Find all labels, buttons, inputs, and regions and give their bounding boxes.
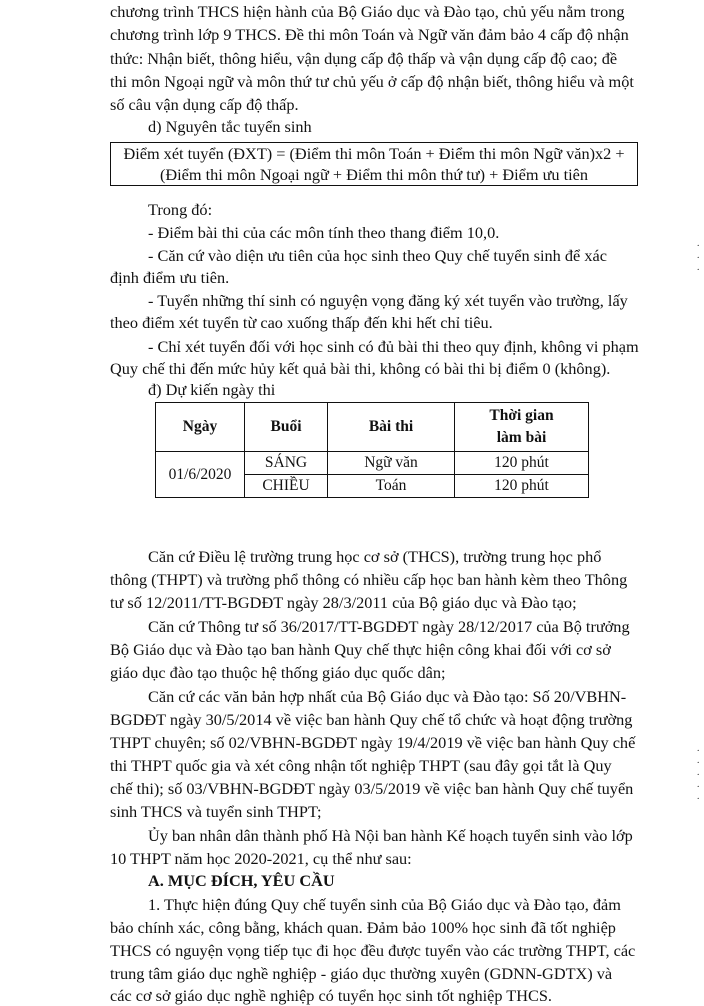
section-a-line: 1. Thực hiện đúng Quy chế tuyển sinh của Bộ Giáo dục và Đào tạo, đảm <box>148 895 621 914</box>
note-line: - Căn cứ vào diện ưu tiên của học sinh theo Quy chế tuyển sinh để xác <box>148 246 607 265</box>
legal-line: Căn cứ Điều lệ trường trung học cơ sở (THCS), trường trung học phổ <box>148 547 602 566</box>
section-a-line: THCS có nguyện vọng tiếp tục đi học đều được tuyển vào các trường THPT, các <box>110 941 636 960</box>
paragraph-line: chương trình lớp 9 THCS. Đề thi môn Toán và Ngữ văn đảm bảo 4 cấp độ nhận <box>110 25 629 44</box>
paragraph-line: thi môn Ngoại ngữ và môn thứ tư chủ yếu ở cấp độ nhận biết, thông hiểu và một <box>110 72 634 91</box>
header-session: Buổi <box>245 403 328 452</box>
section-a-title: A. MỤC ĐÍCH, YÊU CẦU <box>148 871 335 890</box>
section-a-line: bảo chính xác, công bằng, khách quan. Đảm bảo 100% học sinh đã tốt nghiệp <box>110 918 616 937</box>
scan-mark: · · · <box>696 240 700 276</box>
exam-date-cell: 01/6/2020 <box>156 452 245 498</box>
note-line: - Tuyển những thí sinh có nguyện vọng đăng ký xét tuyển vào trường, lấy <box>148 291 628 310</box>
legal-line: BGDĐT ngày 30/5/2014 về việc ban hành Quy chế tổ chức và hoạt động trường <box>110 710 633 729</box>
note-line: theo điểm xét tuyển từ cao xuống thấp đến khi hết chỉ tiêu. <box>110 313 493 332</box>
legal-line: THPT chuyên; số 02/VBHN-BGDĐT ngày 19/4/2019 về việc ban hành Quy chế <box>110 733 636 752</box>
formula-line-1: Điểm xét tuyển (ĐXT) = (Điểm thi môn Toán + Điểm thi môn Ngữ văn)x2 + <box>123 144 625 163</box>
legal-line: tư số 12/2011/TT-BGDĐT ngày 28/3/2011 của Bộ giáo dục và Đào tạo; <box>110 593 577 612</box>
table-header-row <box>156 403 589 452</box>
duration-cell: 120 phút <box>455 475 589 498</box>
legal-line: chế thi); số 03/VBHN-BGDĐT ngày 03/5/2019 về việc ban hành Quy chế tuyển <box>110 779 634 798</box>
legal-line: Căn cứ các văn bản hợp nhất của Bộ Giáo dục và Đào tạo: Số 20/VBHN- <box>148 687 627 706</box>
section-a-line: các cơ sở giáo dục nghề nghiệp có tuyển học sinh tốt nghiệp THCS. <box>110 986 552 1005</box>
subject-cell: Toán <box>328 475 455 498</box>
note-line: định điểm ưu tiên. <box>110 268 230 287</box>
legal-line: Ủy ban nhân dân thành phố Hà Nội ban hành Kế hoạch tuyển sinh vào lớp <box>148 826 633 845</box>
header-duration-line-2: làm bài <box>496 429 547 446</box>
subject-cell: Ngữ văn <box>328 452 455 475</box>
legal-line: giáo dục đào tạo thuộc hệ thống giáo dục quốc dân; <box>110 663 446 682</box>
legal-line: 10 THPT năm học 2020-2021, cụ thể như sau: <box>110 849 412 868</box>
table-row <box>156 452 589 475</box>
header-duration-line-1: Thời gian <box>489 407 554 424</box>
header-date: Ngày <box>156 403 245 452</box>
scan-mark: · · · · · <box>696 745 700 805</box>
section-a-line: trung tâm giáo dục nghề nghiệp - giáo dục thường xuyên (GDNN-GDTX) và <box>110 964 613 983</box>
exam-schedule-table <box>155 402 589 498</box>
paragraph-line: chương trình THCS hiện hành của Bộ Giáo dục và Đào tạo, chủ yếu nằm trong <box>110 2 625 21</box>
note-line: Quy chế thi đến mức hủy kết quả bài thi, không có bài thi bị điểm 0 (không). <box>110 359 611 378</box>
legal-line: thông (THPT) và trường phổ thông có nhiều cấp học ban hành kèm theo Thông <box>110 570 628 589</box>
session-cell: CHIỀU <box>245 475 328 498</box>
paragraph-line: thức: Nhận biết, thông hiểu, vận dụng cấp độ thấp và vận dụng cấp độ cao; đề <box>110 49 618 68</box>
header-duration <box>455 403 589 452</box>
duration-cell: 120 phút <box>455 452 589 475</box>
note-line: - Chỉ xét tuyển đối với học sinh có đủ bài thi theo quy định, không vi phạm <box>148 337 639 356</box>
paragraph-line: số câu vận dụng cấp độ thấp. <box>110 95 299 114</box>
notes-intro: Trong đó: <box>148 200 213 219</box>
header-subject: Bài thi <box>328 403 455 452</box>
legal-line: Căn cứ Thông tư số 36/2017/TT-BGDĐT ngày 28/12/2017 của Bộ trưởng <box>148 617 630 636</box>
legal-line: thi THPT quốc gia và xét công nhận tốt nghiệp THPT (sau đây gọi tắt là Quy <box>110 756 612 775</box>
legal-line: sinh THCS và tuyển sinh THPT; <box>110 802 322 821</box>
session-cell: SÁNG <box>245 452 328 475</box>
note-line: - Điểm bài thi của các môn tính theo thang điểm 10,0. <box>148 223 500 242</box>
admission-formula-box <box>110 142 638 186</box>
section-d-title: d) Nguyên tắc tuyển sinh <box>148 117 312 136</box>
section-dd-title: đ) Dự kiến ngày thi <box>148 380 276 399</box>
formula-line-2: (Điểm thi môn Ngoại ngữ + Điểm thi môn thứ tư) + Điểm ưu tiên <box>159 165 589 184</box>
legal-line: Bộ Giáo dục và Đào tạo ban hành Quy chế thực hiện công khai đối với cơ sở <box>110 640 611 659</box>
